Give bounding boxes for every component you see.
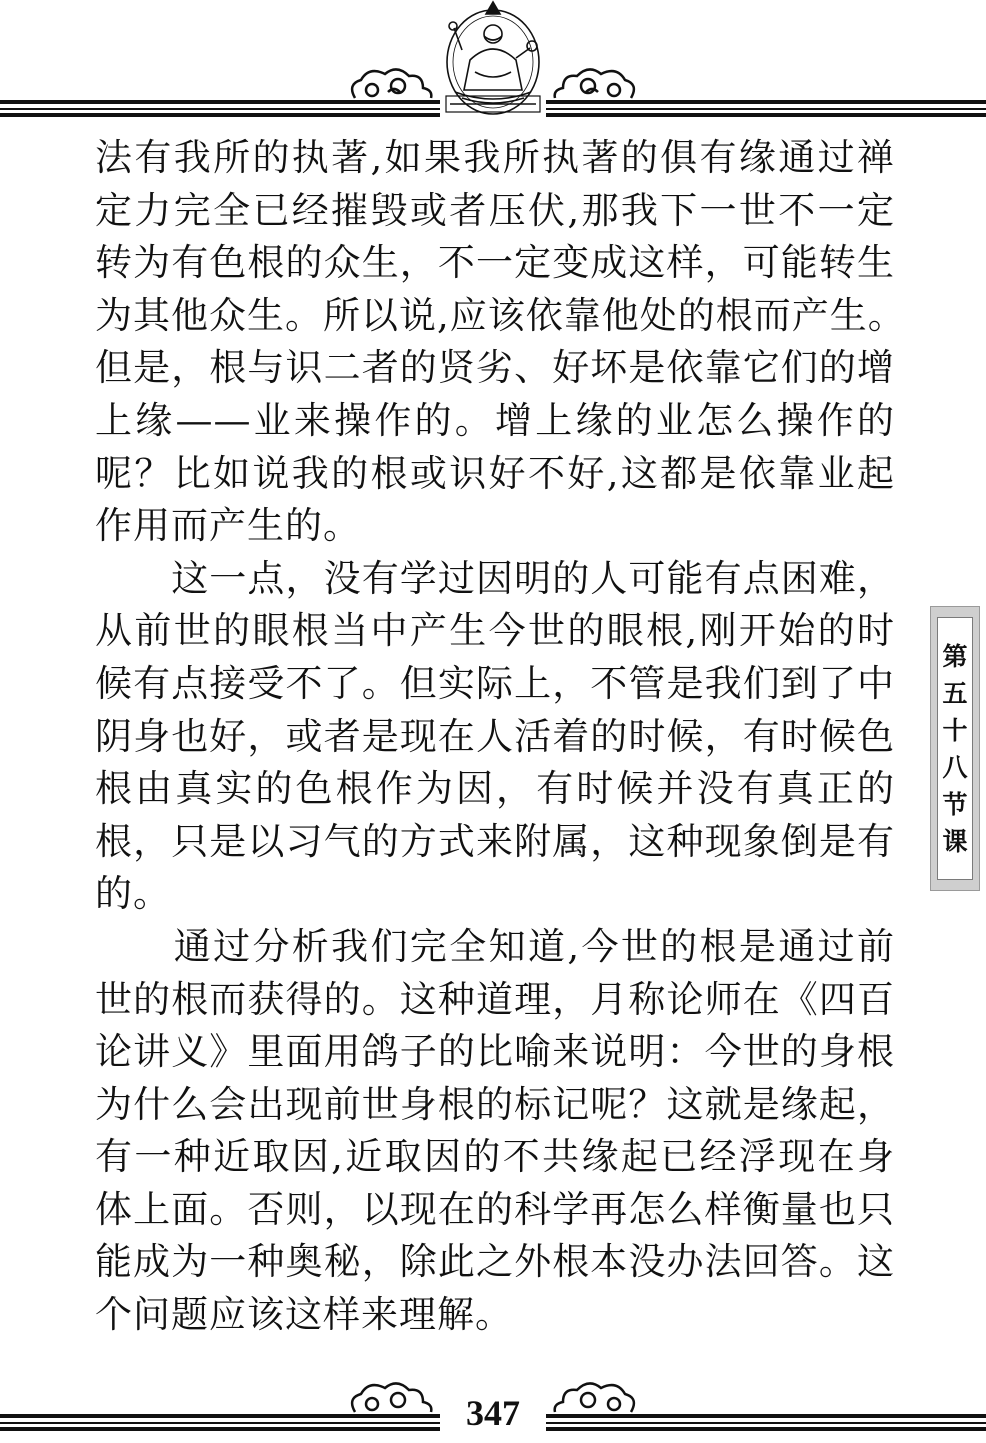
cloud-scroll-icon [352,69,431,98]
text-line: 但是，根与识二者的贤劣、好坏是依靠它们的增 [95,346,895,390]
chapter-side-tab [930,606,980,891]
text-line: 为什么会出现前世身根的标记呢？这就是缘起， [95,1082,895,1126]
text-line: 世的根而获得的。这种道理，月称论师在《四百 [95,977,895,1021]
text-line: 体上面。否则，以现在的科学再怎么样衡量也只 [95,1187,895,1231]
text-line: 有一种近取因,近取因的不共缘起已经浮现在身 [95,1135,895,1179]
page-number: 347 [466,1393,520,1433]
side-tab-char: 第 [942,641,968,671]
text-line: 作用而产生的。 [95,504,361,548]
side-tab-char: 节 [942,789,968,819]
text-line: 根，只是以习气的方式来附属，这种现象倒是有 [95,819,895,863]
side-tab-char: 八 [942,752,968,782]
text-line: 这一点，没有学过因明的人可能有点困难， [95,556,895,600]
side-tab-char: 课 [942,826,968,856]
text-line: 能成为一种奥秘，除此之外根本没办法回答。这 [95,1240,895,1284]
text-line: 上缘——业来操作的。增上缘的业怎么操作的 [95,398,895,442]
header-rules [0,0,986,125]
side-tab-char: 五 [942,678,968,708]
text-line: 的。 [95,872,171,916]
text-line: 论讲义》里面用鸽子的比喻来说明：今世的身根 [95,1030,895,1074]
text-line: 候有点接受不了。但实际上，不管是我们到了中 [95,661,895,705]
cloud-scroll-icon [555,69,634,98]
cloud-scroll-icon [555,1383,634,1412]
side-tab-char: 十 [942,715,968,745]
text-line: 定力完全已经摧毁或者压伏,那我下一世不一定 [95,188,895,232]
text-line: 为其他众生。所以说,应该依靠他处的根而产生。 [95,293,906,337]
page-header-ornament [0,0,986,125]
text-line: 法有我所的执著,如果我所执著的俱有缘通过禅 [95,136,895,179]
text-line: 呢？比如说我的根或识好不好,这都是依靠业起 [95,451,895,495]
text-line: 通过分析我们完全知道,今世的根是通过前 [95,924,895,968]
buddha-figure-icon [446,2,540,114]
text-line: 从前世的眼根当中产生今世的眼根,刚开始的时 [95,609,895,653]
text-line: 阴身也好，或者是现在人活着的时候，有时候色 [95,714,895,758]
chapter-side-tab-label [937,617,973,880]
cloud-scroll-icon [352,1383,431,1412]
text-line: 个问题应该这样来理解。 [95,1293,513,1337]
text-line: 根由真实的色根作为因，有时候并没有真正的 [95,767,895,811]
text-line: 转为有色根的众生，不一定变成这样，可能转生 [95,241,895,285]
body-text [95,132,906,1342]
